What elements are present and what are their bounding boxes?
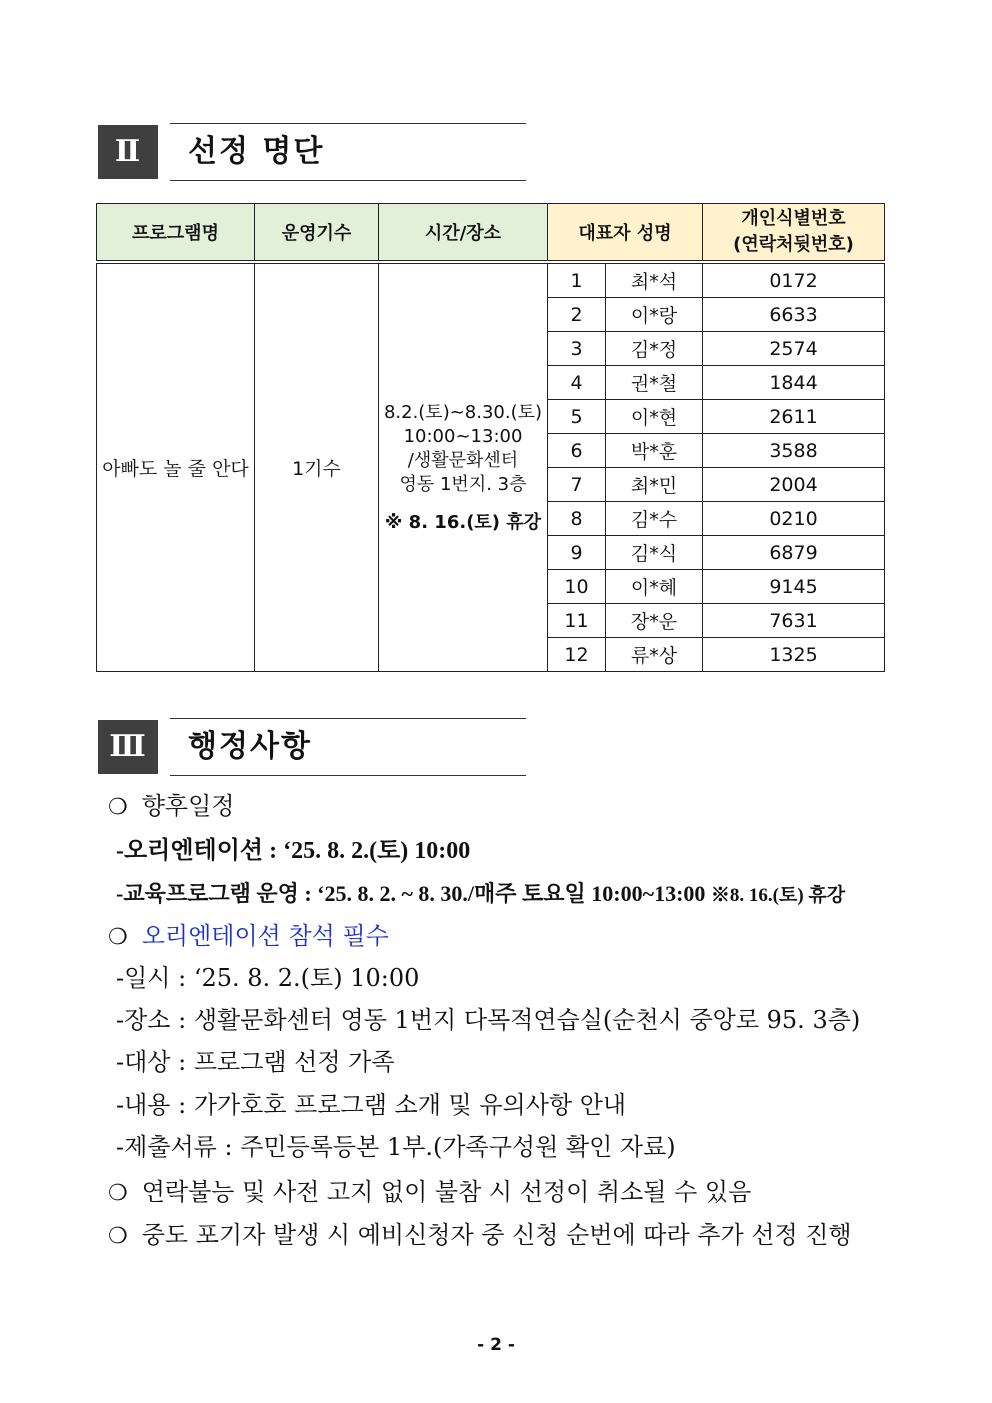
- id-number: 0210: [703, 502, 885, 536]
- divider: [170, 718, 526, 719]
- section-number: Ⅱ: [98, 125, 158, 179]
- id-number: 1844: [703, 366, 885, 400]
- time-place-line: 8.2.(토)~8.30.(토): [383, 401, 543, 423]
- id-number: 2004: [703, 468, 885, 502]
- representative-name: 김*식: [606, 536, 703, 570]
- row-number: 2: [548, 298, 606, 332]
- list-item: [116, 1004, 860, 1036]
- item-heading: 중도 포기자 발생 시 예비신청자 중 신청 순번에 따라 추가 선정 진행: [141, 1221, 852, 1249]
- row-number: 3: [548, 332, 606, 366]
- section-header-selection: [98, 123, 526, 181]
- list-item: [116, 1131, 676, 1163]
- row-number: 9: [548, 536, 606, 570]
- selection-table: [96, 203, 885, 672]
- bullet-icon: ❍: [108, 1181, 128, 1206]
- list-item: [108, 1219, 852, 1253]
- representative-name: 이*혜: [606, 570, 703, 604]
- closure-note: ※ 8. 16.(토) 휴강: [384, 511, 542, 533]
- row-number: 10: [548, 570, 606, 604]
- row-number: 1: [548, 264, 606, 298]
- list-item: [116, 1046, 395, 1078]
- header-time-place: 시간/장소: [379, 204, 548, 261]
- representative-name: 김*수: [606, 502, 703, 536]
- row-number: 7: [548, 468, 606, 502]
- item-heading: 향후일정: [141, 792, 235, 820]
- id-number: 9145: [703, 570, 885, 604]
- item-note: ※8. 16.(토) 휴강: [710, 885, 846, 906]
- time-place-line: 영동 1번지. 3층: [399, 473, 527, 495]
- item-heading: 연락불능 및 사전 고지 없이 불참 시 선정이 취소될 수 있음: [141, 1178, 752, 1206]
- id-number: 2574: [703, 332, 885, 366]
- item-text: -내용 : 가가호호 프로그램 소개 및 유의사항 안내: [116, 1091, 627, 1119]
- section-number: Ⅲ: [98, 720, 158, 774]
- section-header-admin: [98, 718, 526, 776]
- representative-name: 이*현: [606, 400, 703, 434]
- table-header-row: [97, 204, 885, 261]
- item-text: -대상 : 프로그램 선정 가족: [116, 1048, 395, 1076]
- program-cell: 아빠도 놀 줄 안다: [97, 264, 255, 672]
- representative-name: 최*민: [606, 468, 703, 502]
- header-program: 프로그램명: [97, 204, 255, 261]
- time-place-line: 10:00~13:00: [403, 425, 523, 447]
- list-item: [108, 790, 234, 824]
- item-text: -일시 : ‘25. 8. 2.(토) 10:00: [116, 964, 420, 992]
- representative-name: 장*운: [606, 604, 703, 638]
- id-number: 3588: [703, 434, 885, 468]
- header-term: 운영기수: [255, 204, 379, 261]
- bullet-icon: ❍: [108, 925, 128, 950]
- representative-name: 권*철: [606, 366, 703, 400]
- list-item: [116, 878, 845, 912]
- representative-name: 박*훈: [606, 434, 703, 468]
- row-number: 8: [548, 502, 606, 536]
- id-number: 1325: [703, 638, 885, 672]
- time-place-line: /생활문화센터: [407, 449, 519, 471]
- page-number: - 2 -: [477, 1335, 515, 1355]
- id-number: 7631: [703, 604, 885, 638]
- divider: [170, 123, 526, 124]
- bullet-icon: ❍: [108, 795, 128, 820]
- divider: [170, 775, 526, 776]
- section-title: 선정 명단: [188, 134, 325, 169]
- time-place-cell: [379, 264, 548, 672]
- section-title: 행정사항: [188, 729, 312, 764]
- bullet-icon: ❍: [108, 1224, 128, 1249]
- list-item: [116, 962, 419, 994]
- row-number: 11: [548, 604, 606, 638]
- representative-name: 이*랑: [606, 298, 703, 332]
- id-number: 2611: [703, 400, 885, 434]
- item-text: -교육프로그램 운영 : ‘25. 8. 2. ~ 8. 30./매주 토요일 10:00~13:00: [116, 881, 711, 906]
- header-representative: 대표자 성명: [548, 204, 703, 261]
- table-row: [97, 264, 885, 298]
- representative-name: 최*석: [606, 264, 703, 298]
- list-item: [116, 1089, 626, 1121]
- id-number: 0172: [703, 264, 885, 298]
- divider: [170, 180, 526, 181]
- representative-name: 류*상: [606, 638, 703, 672]
- item-text: -제출서류 : 주민등록등본 1부.(가족구성원 확인 자료): [116, 1133, 676, 1161]
- header-id: 개인식별번호 (연락처뒷번호): [703, 204, 885, 261]
- list-item: [108, 1176, 751, 1210]
- list-item: [108, 920, 389, 954]
- row-number: 6: [548, 434, 606, 468]
- term-cell: 1기수: [255, 264, 379, 672]
- row-number: 5: [548, 400, 606, 434]
- id-number: 6879: [703, 536, 885, 570]
- row-number: 12: [548, 638, 606, 672]
- item-text: -장소 : 생활문화센터 영동 1번지 다목적연습실(순천시 중앙로 95. 3층): [116, 1006, 861, 1034]
- row-number: 4: [548, 366, 606, 400]
- item-text: -오리엔테이션 : ‘25. 8. 2.(토) 10:00: [116, 838, 471, 864]
- representative-name: 김*정: [606, 332, 703, 366]
- list-item: [116, 834, 470, 867]
- id-number: 6633: [703, 298, 885, 332]
- item-heading: 오리엔테이션 참석 필수: [141, 922, 389, 950]
